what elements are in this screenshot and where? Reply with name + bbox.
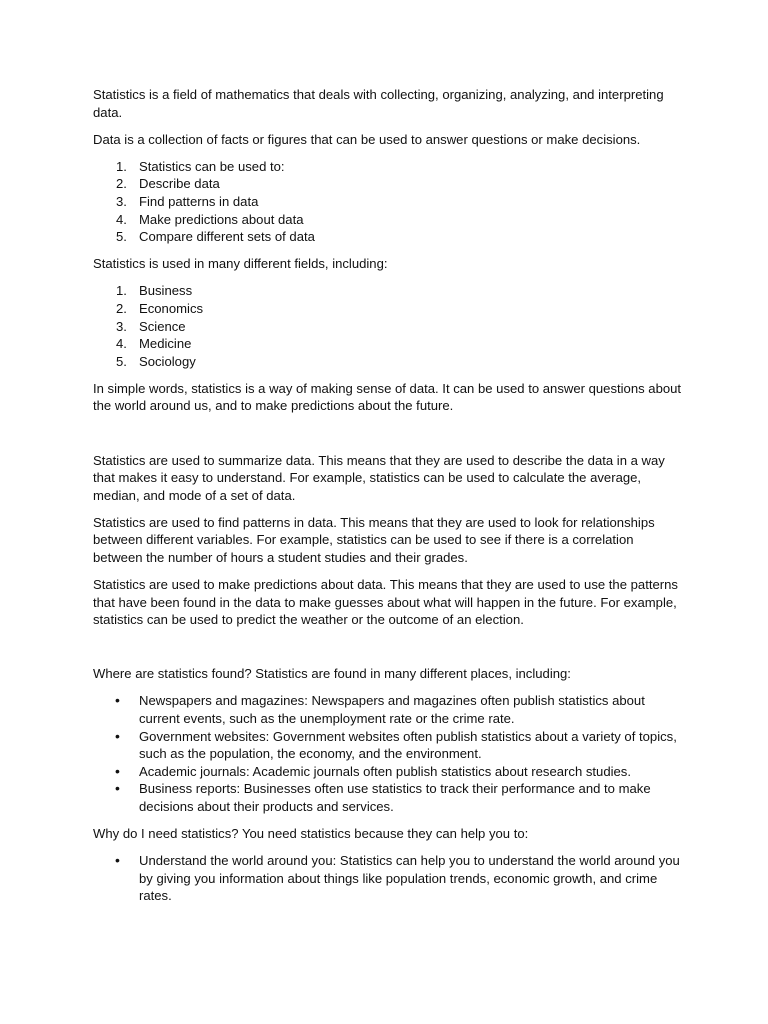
list-item: 3. Science (116, 318, 186, 334)
list-item: 4. Medicine (116, 336, 192, 352)
why-intro-paragraph: Why do I need statistics? You need statistics because they can help you to: (93, 826, 529, 842)
fields-list (93, 282, 683, 370)
document-body (93, 86, 683, 914)
bullet-icon: • (115, 692, 120, 709)
list-item-text: Understand the world around you: Statistics can help you to understand the world around you by giving you information about things like population trends, economic growth, and crime rates. (139, 853, 680, 904)
predictions-paragraph: Statistics are used to make predictions about data. This means that they are used to use the patterns that have been found in the data to make guesses about what will happen in the future. For example, statistics can be used to predict the weather or the outcome of an election. (93, 577, 678, 628)
list-item-text: Describe data (139, 176, 220, 192)
list-item (93, 780, 683, 815)
why-list (93, 852, 683, 905)
uses-list (93, 158, 683, 246)
list-item (93, 763, 683, 781)
section-spacer (93, 425, 683, 452)
list-item: 3. Find patterns in data (116, 193, 259, 209)
list-item-text: Academic journals: Academic journals often publish statistics about research studies. (139, 763, 631, 779)
simple-words-paragraph: In simple words, statistics is a way of making sense of data. It can be used to answer questions about the world around us, and to make predictions about the future. (93, 380, 682, 414)
list-item-text: Statistics can be used to: (139, 158, 285, 174)
list-item-text: Medicine (139, 336, 192, 352)
list-item (93, 692, 683, 727)
summarize-paragraph: Statistics are used to summarize data. This means that they are used to describe the data in a way that makes it easy to understand. For example, statistics can be used to calculate the average, median, and mode of a set of data. (93, 452, 665, 503)
list-item-text: Science (139, 318, 186, 334)
list-item-text: Government websites: Government websites often publish statistics about a variety of topics, such as the population, the economy, and the environment. (139, 728, 677, 762)
list-item (93, 728, 683, 763)
where-intro-paragraph: Where are statistics found? Statistics are found in many different places, including: (93, 666, 571, 682)
bullet-icon: • (115, 727, 120, 744)
list-item-text: Find patterns in data (139, 193, 259, 209)
bullet-icon: • (115, 762, 120, 779)
list-item: 4. Make predictions about data (116, 211, 304, 227)
bullet-icon: • (115, 852, 120, 869)
patterns-paragraph: Statistics are used to find patterns in data. This means that they are used to look for relationships between different variables. For example, statistics can be used to see if there is a correlation between the number of hours a student studies and their grades. (93, 514, 655, 565)
list-item-text: Business (139, 283, 193, 299)
fields-intro-paragraph: Statistics is used in many different fields, including: (93, 256, 388, 272)
list-item: 5. Compare different sets of data (116, 229, 315, 245)
list-item-text: Make predictions about data (139, 211, 304, 227)
data-definition-paragraph: Data is a collection of facts or figures that can be used to answer questions or make decisions. (93, 131, 641, 147)
section-spacer (93, 638, 683, 665)
list-item: 2. Describe data (116, 176, 220, 192)
list-item-text: Compare different sets of data (139, 229, 315, 245)
list-item: 1. Statistics can be used to: (116, 158, 285, 174)
list-item-text: Economics (139, 300, 204, 316)
list-item-text: Sociology (139, 353, 196, 369)
bullet-icon: • (115, 780, 120, 797)
list-item: 5. Sociology (116, 353, 196, 369)
list-item-text: Newspapers and magazines: Newspapers and magazines often publish statistics about current events, such as the unemployment rate or the crime rate. (139, 693, 645, 727)
where-list (93, 692, 683, 815)
list-item: 1. Business (116, 283, 193, 299)
list-item (93, 852, 683, 905)
intro-paragraph: Statistics is a field of mathematics that deals with collecting, organizing, analyzing, and interpreting data. (93, 87, 664, 120)
list-item-text: Business reports: Businesses often use statistics to track their performance and to make decisions about their products and services. (139, 781, 651, 814)
list-item: 2. Economics (116, 300, 204, 316)
